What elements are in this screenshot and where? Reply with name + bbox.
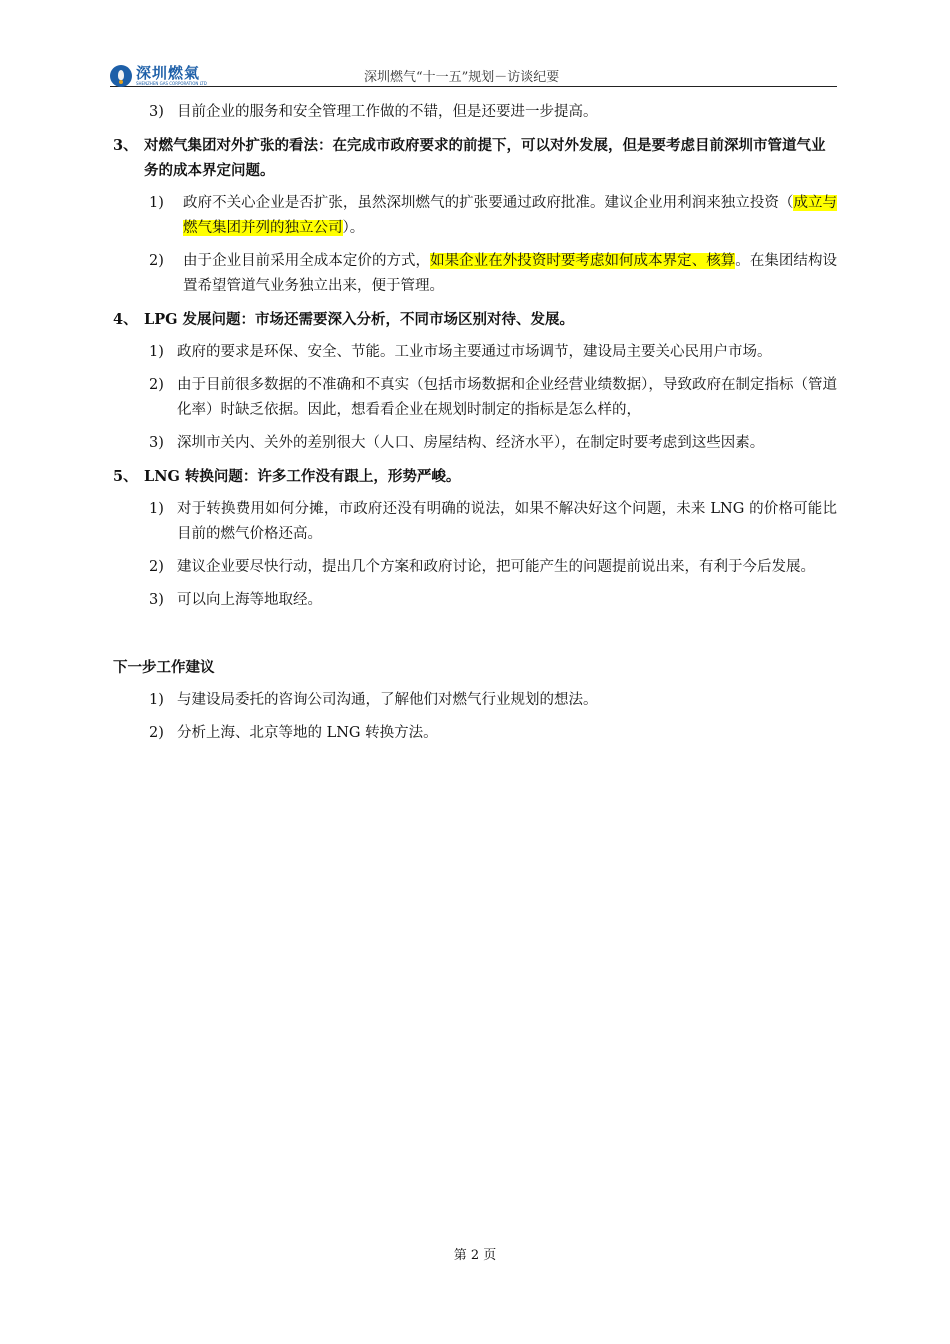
item-text: 。在集团结构设置希望管道气业务独立出来，便于管理。: [183, 253, 838, 294]
item-text: 与建设局委托的咨询公司沟通，了解他们对燃气行业规划的想法。: [177, 692, 598, 708]
header-title: 深圳燃气“十一五”规划－访谈纪要: [364, 70, 560, 85]
item-text: 分析上海、北京等地的 LNG 转换方法。: [177, 725, 438, 741]
next-steps-heading: 下一步工作建议: [113, 659, 215, 676]
logo-name-cn: 深圳燃氣: [136, 64, 201, 82]
list-item: [113, 688, 837, 713]
item-number: 2): [149, 725, 164, 741]
section-heading: [113, 464, 837, 489]
list-item: [113, 431, 837, 456]
item-number: 1): [149, 501, 164, 517]
logo-flame-icon: [110, 65, 132, 87]
section-text: 对燃气集团对外扩张的看法：在完成市政府要求的前提下，可以对外发展，但是要考虑目前深圳市管道气业务的成本界定问题。: [144, 137, 826, 179]
item-number: 3): [149, 592, 164, 608]
item-text: 目前企业的服务和安全管理工作做的不错，但是还要进一步提高。: [177, 104, 598, 120]
company-logo: [110, 64, 207, 88]
item-text: 深圳市关内、关外的差别很大（人口、房屋结构、经济水平），在制定时要考虑到这些因素。: [177, 435, 765, 451]
item-text: 政府不关心企业是否扩张，虽然深圳燃气的扩张要通过政府批准。建议企业用利润来独立投资（: [183, 195, 794, 211]
item-text: 建议企业要尽快行动，提出几个方案和政府讨论，把可能产生的问题提前说出来，有利于今后发展。: [177, 559, 815, 575]
item-text: 由于目前很多数据的不准确和不真实（包括市场数据和企业经营业绩数据），导致政府在制定指标（管道化率）时缺乏依据。因此，想看看企业在规划时制定的指标是怎么样的，: [177, 377, 837, 418]
page-number: 第 2 页: [453, 1248, 497, 1263]
section-heading: [113, 307, 837, 332]
item-number: 2): [149, 253, 164, 269]
item-number: 3): [149, 104, 164, 120]
item-number: 1): [149, 344, 164, 360]
item-text: ）。: [342, 220, 365, 236]
section-number: 3、: [113, 137, 138, 154]
list-item: [113, 249, 837, 299]
item-text: 可以向上海等地取经。: [177, 592, 322, 608]
item-number: 1): [149, 692, 164, 708]
item-number: 2): [149, 377, 164, 393]
highlighted-text: 成立与燃气集团并列的独立公司: [183, 195, 838, 236]
list-item: [113, 555, 837, 580]
logo-name-en: SHENZHEN GAS CORPORATION LTD: [136, 81, 207, 86]
item-text: 由于企业目前采用全成本定价的方式，: [183, 253, 431, 269]
section-text: LNG 转换问题：许多工作没有跟上，形势严峻。: [144, 468, 461, 485]
item-number: 2): [149, 559, 164, 575]
list-item: [113, 588, 837, 613]
section-number: 5、: [113, 468, 138, 485]
page-header: [110, 62, 837, 87]
section-text: LPG 发展问题：市场还需要深入分析，不同市场区别对待、发展。: [144, 311, 575, 328]
list-item: [113, 373, 837, 423]
list-item: [113, 191, 837, 241]
highlighted-text: 如果企业在外投资时要考虑如何成本界定、核算: [430, 253, 736, 269]
list-item: [113, 721, 837, 746]
section-number: 4、: [113, 311, 138, 328]
item-number: 3): [149, 435, 164, 451]
item-text: 政府的要求是环保、安全、节能。工业市场主要通过市场调节，建设局主要关心民用户市场。: [177, 344, 772, 360]
section-heading: [113, 133, 837, 183]
list-item: [113, 340, 837, 365]
list-item: [113, 497, 837, 547]
item-number: 1): [149, 195, 164, 211]
item-text: 对于转换费用如何分摊，市政府还没有明确的说法，如果不解决好这个问题，未来 LNG 的价格可能比目前的燃气价格还高。: [177, 501, 837, 542]
document-body: [113, 100, 837, 754]
list-item: [113, 100, 837, 125]
